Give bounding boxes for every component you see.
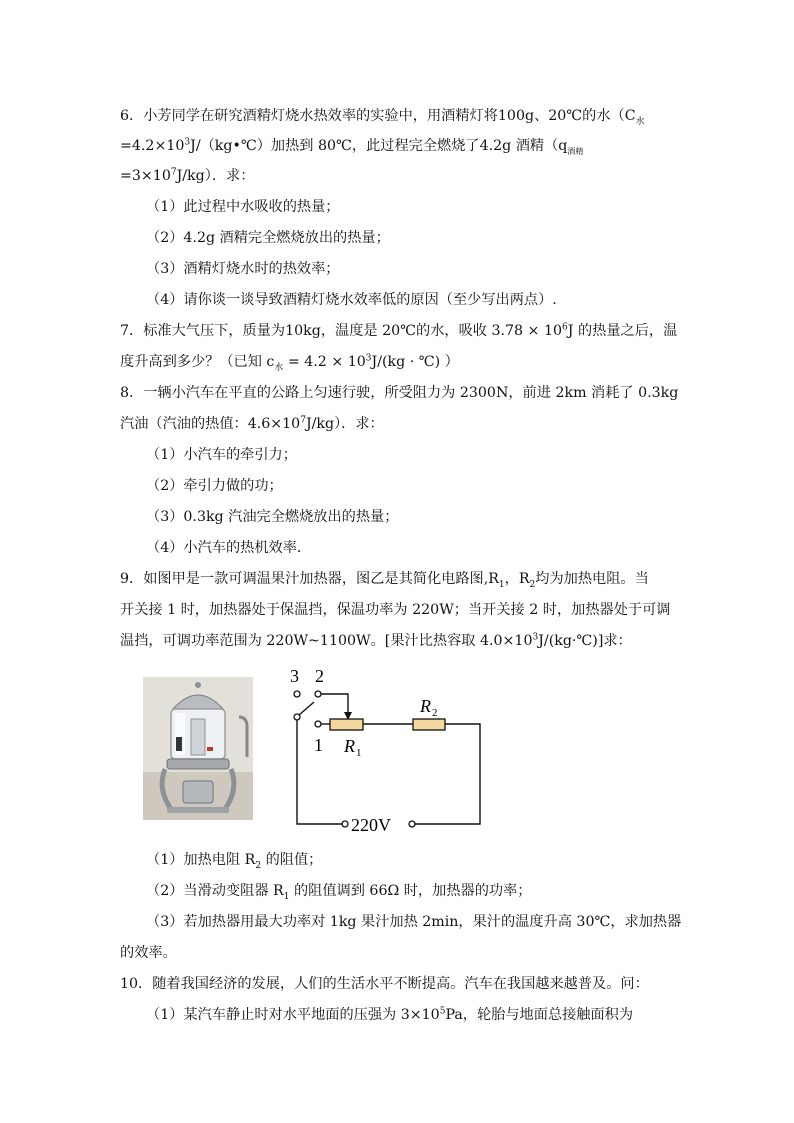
q10-line-1: 10．随着我国经济的发展，人们的生活水平不断提高。汽车在我国越来越普及。问： bbox=[120, 976, 649, 992]
q6-item-4: （4）请你谈一谈导致酒精灯烧水效率低的原因（至少写出两点）. bbox=[146, 292, 557, 308]
resistor-r2 bbox=[413, 719, 445, 730]
q8-item-2: （2）牵引力做的功； bbox=[146, 478, 283, 494]
q8-line-1: 8．一辆小汽车在平直的公路上匀速行驶，所受阻力为 2300N，前进 2km 消耗了 0.3kg bbox=[120, 385, 679, 401]
circuit-diagram bbox=[270, 662, 500, 842]
r2-label: R bbox=[420, 696, 431, 716]
voltage-label: 220V bbox=[351, 815, 391, 835]
q6-line-1: 6．小芳同学在研究酒精灯烧水热效率的实验中，用酒精灯将100g、20℃的水（$C_水$ bbox=[120, 108, 645, 127]
r1-subscript: 1 bbox=[356, 747, 362, 759]
terminal-3-label: 3 bbox=[290, 666, 299, 686]
q10-item-1: （1）某汽车静止时对水平地面的压强为 $3\times 10^5Pa$，轮胎与地面总接触面积为 bbox=[146, 1006, 634, 1023]
resistor-r1 bbox=[330, 719, 363, 730]
q7-line-2: 度升高到多少？（已知 $c_水 = 4.2 \times 10^3J/(kg$ · ℃) ） bbox=[120, 353, 459, 373]
juice-heater-photo bbox=[143, 677, 253, 820]
q9-line-2: 开关接 1 时，加热器处于保温挡，保温功率为 220W；当开关接 2 时，加热器处于可调 bbox=[120, 602, 671, 618]
q6-line-2: $=4.2\times 10^3J/(kg•℃)$加热到 80℃，此过程完全燃烧了4.2g 酒精（$q_{酒精}$ bbox=[120, 137, 584, 156]
terminal-3 bbox=[294, 691, 300, 697]
q8-line-2: 汽油（汽油的热值：$4.6\times 10^7J/kg$）．求： bbox=[120, 415, 384, 432]
q6-item-1: （1）此过程中水吸收的热量； bbox=[146, 199, 340, 215]
r2-subscript: 2 bbox=[432, 707, 438, 719]
q9-item-3: （3）若加热器用最大功率对 1kg 果汁加热 2min，果汁的温度升高 30℃，求加热器 bbox=[146, 914, 682, 930]
q8-item-4: （4）小汽车的热机效率． bbox=[146, 540, 312, 556]
q8-item-3: （3）0.3kg 汽油完全燃烧放出的热量； bbox=[146, 509, 399, 525]
juice-heater-illustration bbox=[143, 677, 253, 820]
terminal-2 bbox=[315, 691, 321, 697]
q9-item-1: （1）加热电阻 $R_2$ 的阻值； bbox=[146, 852, 323, 871]
q7-line-1: 7．标准大气压下，质量为10kg，温度是 20℃的水，吸收 $3.78 \times 10^6J$ 的热量之后，温 bbox=[120, 322, 678, 339]
power-terminal-left bbox=[342, 821, 348, 827]
switch-blade bbox=[299, 702, 314, 715]
q8-item-1: （1）小汽车的牵引力； bbox=[146, 447, 297, 463]
q9-item-2: （2）当滑动变阻器 $R_1$ 的阻值调到 66Ω 时，加热器的功率； bbox=[146, 883, 532, 902]
q9-line-3: 温挡，可调功率范围为 220W~1100W。[果汁比热容取 $4.0\times 10^3J/(kg\cdot℃)$]求： bbox=[120, 632, 632, 649]
power-terminal-right bbox=[409, 821, 415, 827]
terminal-1 bbox=[315, 721, 321, 727]
q6-item-3: （3）酒精灯烧水时的热效率； bbox=[146, 261, 340, 277]
r1-label: R bbox=[344, 736, 355, 756]
q6-item-2: （2）4.2g 酒精完全燃烧放出的热量； bbox=[146, 230, 390, 246]
terminal-2-label: 2 bbox=[315, 666, 324, 686]
terminal-1-label: 1 bbox=[314, 735, 323, 755]
q9-line-1: 9．如图甲是一款可调温果汁加热器，图乙是其简化电路图$,R_1$，$R_2$均为加热电阻。当 bbox=[120, 571, 649, 590]
q6-line-3: $=3\times 10^7J/kg$）．求： bbox=[120, 167, 255, 184]
q9-item-3-cont: 的效率。 bbox=[120, 945, 177, 961]
